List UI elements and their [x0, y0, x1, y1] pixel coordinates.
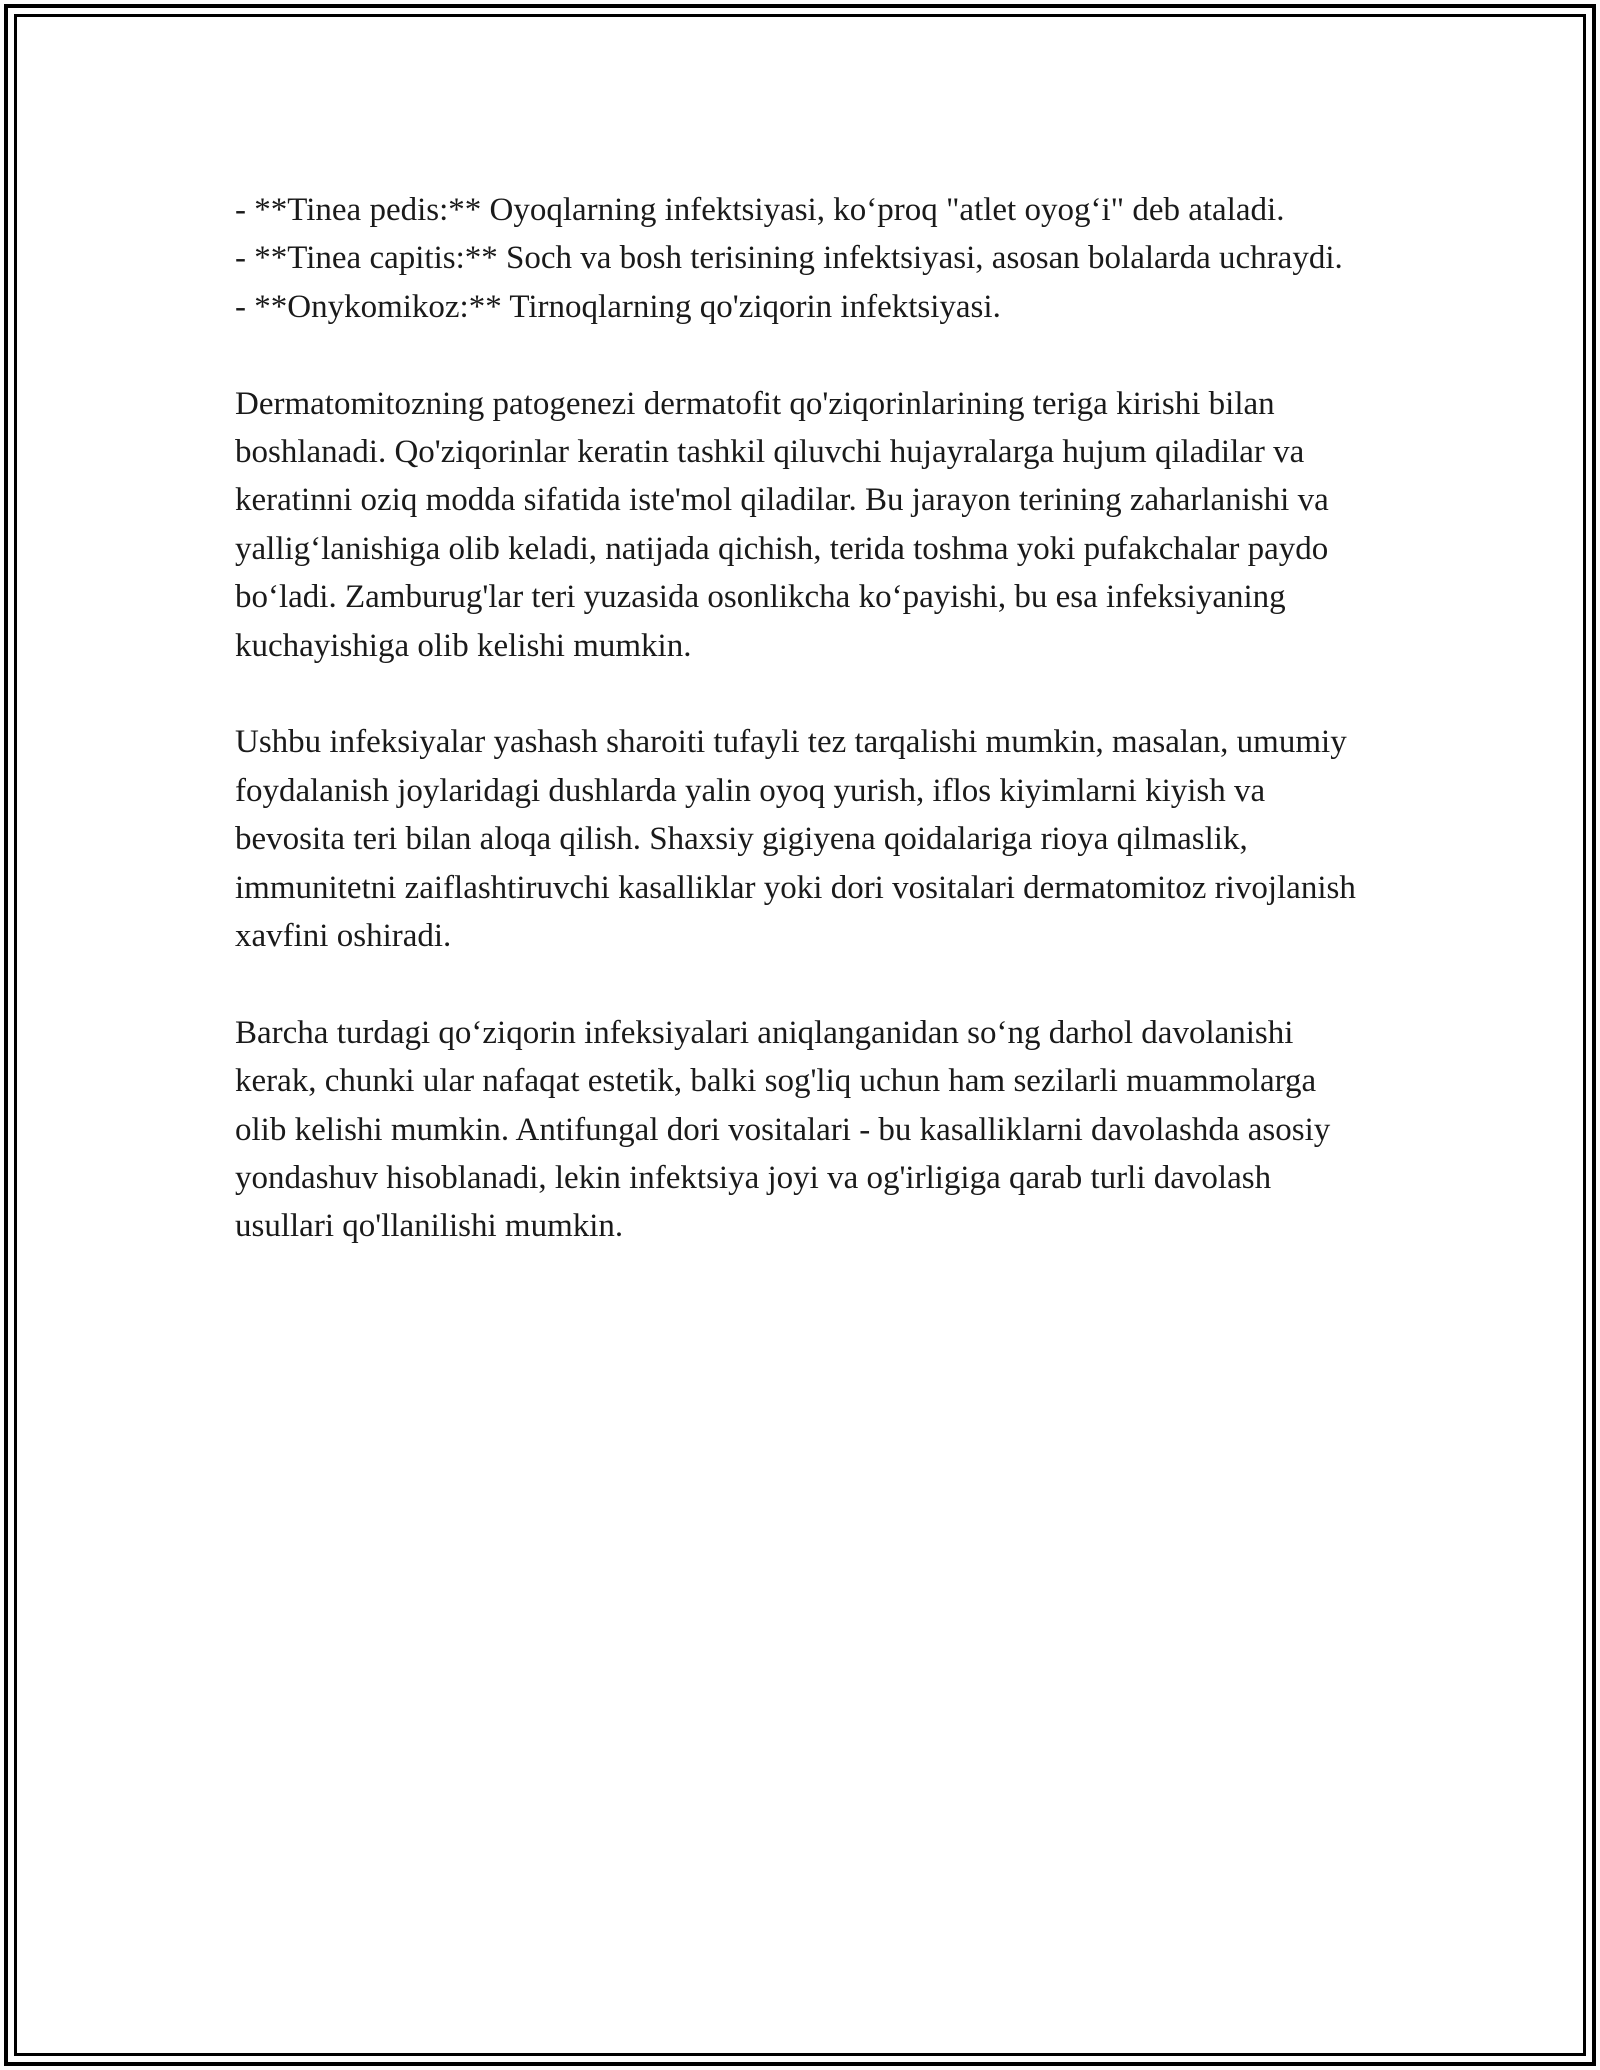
bullet-item-onykomikoz: - **Onykomikoz:** Tirnoqlarning qo'ziqorin infektsiyasi. [235, 288, 1001, 325]
bullet-item-tinea-pedis: - **Tinea pedis:** Oyoqlarning infektsiyasi, ko‘proq "atlet oyog‘i" deb ataladi. [235, 192, 1285, 228]
bullet-item-tinea-capitis: - **Tinea capitis:** Soch va bosh terisining infektsiyasi, asosan bolalarda uchraydi. [235, 240, 1343, 277]
bullet-list [235, 186, 1365, 331]
paragraph-pathogenesis: Dermatomitozning patogenezi dermatofit qo'ziqorinlarining teriga kirishi bilan boshlanadi. Qo'ziqorinlar keratin tashkil qiluvchi hujayralarga hujum qiladilar va keratinni oziq modda sifatida iste'mol qiladilar. Bu jarayon terining zaharlanishi va yallig‘lanishiga olib keladi, natijada qichish, terida toshma yoki pufakchalar paydo bo‘ladi. Zamburug'lar teri yuzasida osonlikcha ko‘payishi, bu esa infeksiyaning kuchayishiga olib kelishi mumkin. [235, 385, 1329, 664]
document-body [235, 186, 1365, 1251]
paragraph-transmission: Ushbu infeksiyalar yashash sharoiti tufayli tez tarqalishi mumkin, masalan, umumiy foydalanish joylaridagi dushlarda yalin oyoq yurish, iflos kiyimlarni kiyish va bevosita teri bilan aloqa qilish. Shaxsiy gigiyena qoidalariga rioya qilmaslik, immunitetni zaiflashtiruvchi kasalliklar yoki dori vositalari dermatomitoz rivojlanish xavfini oshiradi. [235, 724, 1356, 955]
paragraph-treatment: Barcha turdagi qo‘ziqorin infeksiyalari aniqlanganidan so‘ng darhol davolanishi kerak, chunki ular nafaqat estetik, balki sog'liq uchun ham sezilarli muammolarga olib kelishi mumkin. Antifungal dori vositalari - bu kasalliklarni davolashda asosiy yondashuv hisoblanadi, lekin infektsiya joyi va og'irligiga qarab turli davolash usullari qo'llanilishi mumkin. [235, 1014, 1331, 1245]
